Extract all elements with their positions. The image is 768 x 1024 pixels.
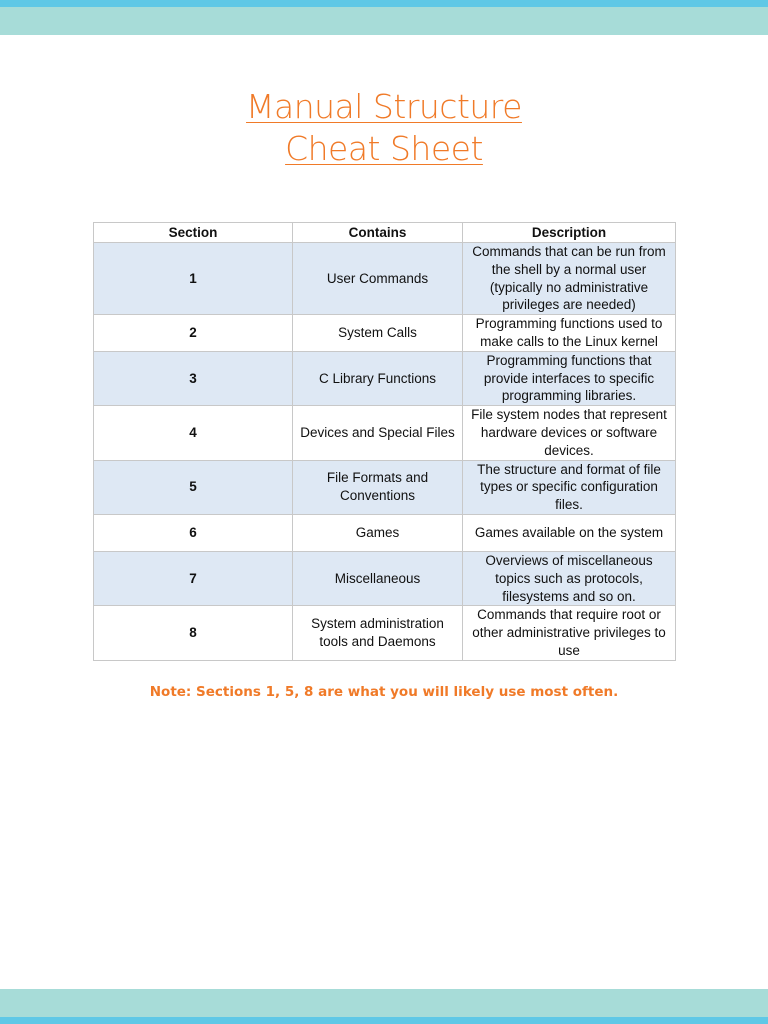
description-cell: Commands that require root or other administrative privileges to use — [463, 606, 676, 660]
top-banner — [0, 0, 768, 35]
table-row — [94, 460, 676, 514]
section-cell: 4 — [94, 406, 293, 460]
table-row — [94, 551, 676, 605]
contains-cell: Games — [293, 514, 463, 551]
description-cell: The structure and format of file types or specific configuration files. — [463, 460, 676, 514]
section-cell: 3 — [94, 351, 293, 405]
contains-cell: C Library Functions — [293, 351, 463, 405]
section-cell: 7 — [94, 551, 293, 605]
header-description: Description — [463, 223, 676, 243]
table-row — [94, 315, 676, 352]
description-cell: Games available on the system — [463, 514, 676, 551]
title-line-1: Manual Structure — [246, 87, 522, 126]
contains-cell: File Formats and Conventions — [293, 460, 463, 514]
description-cell: Programming functions that provide interfaces to specific programming libraries. — [463, 351, 676, 405]
description-cell: Programming functions used to make calls to the Linux kernel — [463, 315, 676, 352]
description-cell: Overviews of miscellaneous topics such as protocols, filesystems and so on. — [463, 551, 676, 605]
table-header-row — [94, 223, 676, 243]
section-cell: 2 — [94, 315, 293, 352]
bottom-banner — [0, 989, 768, 1024]
contains-cell: User Commands — [293, 243, 463, 315]
contains-cell: System administration tools and Daemons — [293, 606, 463, 660]
contains-cell: Devices and Special Files — [293, 406, 463, 460]
title-line-2: Cheat Sheet — [285, 129, 483, 168]
description-cell: File system nodes that represent hardware devices or software devices. — [463, 406, 676, 460]
contains-cell: Miscellaneous — [293, 551, 463, 605]
usage-note: Note: Sections 1, 5, 8 are what you will likely use most often. — [149, 684, 619, 700]
header-contains: Contains — [293, 223, 463, 243]
table-row — [94, 351, 676, 405]
table-row — [94, 243, 676, 315]
section-cell: 8 — [94, 606, 293, 660]
section-cell: 6 — [94, 514, 293, 551]
contains-cell: System Calls — [293, 315, 463, 352]
table-row — [94, 514, 676, 551]
top-banner-stripe — [0, 0, 768, 7]
table-row — [94, 606, 676, 660]
header-section: Section — [94, 223, 293, 243]
description-cell: Commands that can be run from the shell by a normal user (typically no administrative privileges are needed) — [463, 243, 676, 315]
section-cell: 5 — [94, 460, 293, 514]
table-row — [94, 406, 676, 460]
section-cell: 1 — [94, 243, 293, 315]
bottom-banner-stripe — [0, 1017, 768, 1024]
page-title — [0, 86, 768, 170]
manual-sections-table — [93, 222, 676, 661]
